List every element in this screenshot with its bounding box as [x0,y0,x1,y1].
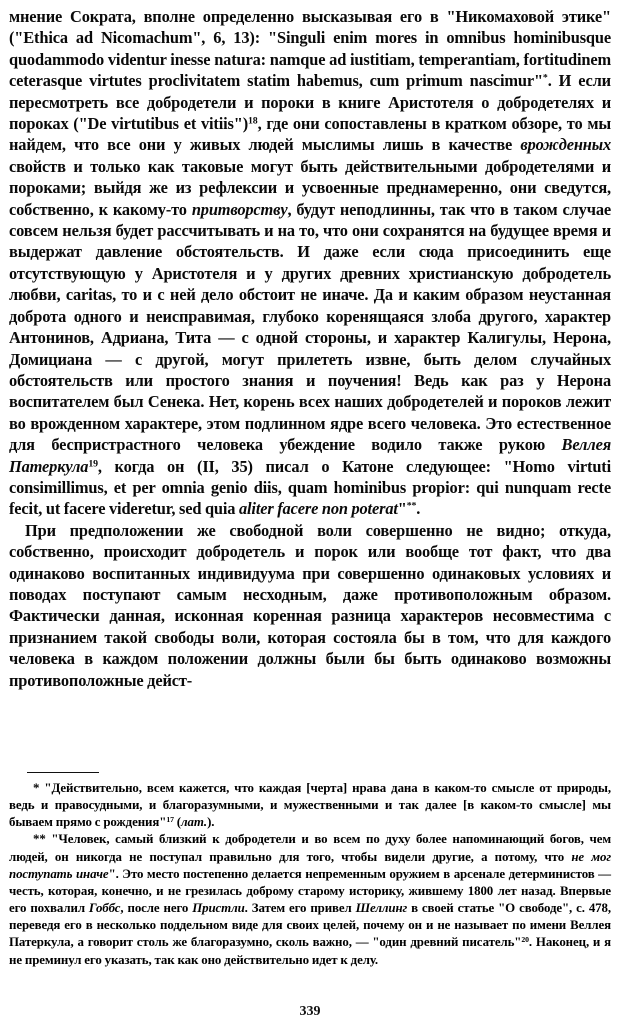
text-run: . Затем его привел [244,901,356,916]
note-marker: 20 [521,935,529,945]
footnotes [9,780,611,969]
text-run: свойств и только как таковые могут быть действительными добродетелями и пороками; выйдя же из рефлексии и усвоенные преднамеренно, они сведутся, собственно, к какому-то [9,156,611,219]
text-run: , после него [120,901,193,916]
note-marker: 19 [88,458,98,470]
note-marker: 17 [166,815,174,825]
text-run: * "Действительно, всем кажется, что каждая [черта] нрава дана в каком-то смысле от природы, ведь и правосудными, и благоразумными, и мужественными и так далее [в каком-то смысле] мы бываем прямо с рождения" [9,781,611,830]
text-run: , когда он (II, 35) писал о Катоне следующее: "Homo virtuti consimillimus, et per omnia genio diis, quam hominibus propior: qui nunquam recte fecit, ut facere videretur, sed quia [9,456,611,519]
footnote-separator [27,772,99,773]
italic-text: aliter facere non poterat [238,499,398,519]
text-run: ". Это место постепенно делается непременным оружием в арсенале детерминистов — честь, которая, конечно, и не грезилась доброму старому историку, жившему 1800 лет назад. Впервые его похвалил [9,866,611,916]
main-text [9,6,611,691]
paragraph-1 [9,6,611,520]
text-run: . [416,499,421,519]
italic-text: Пристли [192,901,245,916]
text-run: мнение Сократа, вполне определенно высказывая его в "Никомаховой этике" ("Ethica ad Nicomachum", 6, 13): "Singuli enim mores in omnibus hominibusque quodammodo videntur inesse natura: namque ad iustitiam, temperantiam, fortitudinem ceterasque virtutes proclivitatem statim habemus, cum primum nascimur" [9,7,611,91]
italic-text: Веллея Патеркула [9,435,611,476]
italic-text: не мог поступать иначе [9,849,611,881]
note-marker: 18 [248,115,258,127]
text-run: , будут неподлинны, так что в таком случае совсем нельзя будет рассчитывать и на то, что они сохранятся на будущее время и выдержат давление обстоятельств. И даже если сюда присоединить еще отсутствующую у Аристотеля и у других древних христианскую добродетель любви, caritas, то и с ней дело обстоит не иначе. Да и каким образом неустанная доброта одного и неисправимая, глубоко коренящаяся злоба другого, характер Антонинов, Адриана, Тита — с одной стороны, и характер Калигулы, Нерона, Домициана — с другой, могут прилететь извне, быть делом случайных обстоятельств или простого знания и поучения! Ведь как раз у Нерона воспитателем был Сенека. Нет, корень всех наших добродетелей и пороков лежит во врожденном характере, этом подлинном ядре всего человека. Это естественное для беспристрастного человека убеждение водило также рукою [9,199,611,455]
note-marker: ** [406,500,417,512]
italic-text: притворству [191,199,288,219]
note-marker: * [542,72,548,84]
text-run: ). [207,815,215,830]
text-run: ( [173,815,181,830]
footnote-2 [9,831,611,968]
italic-text: лат. [180,815,208,830]
text-run: . И если пересмотреть все добродетели и пороки в книге Аристотеля о добродетелях и пороках ("De virtutibus et vitiis") [9,71,611,134]
text-run: в своей статье "О свободе", с. 478, переведя его в несколько поддельном виде для своих целей, почему он и не называет по имени Веллея Патеркула, а говорит столь же благоразумно, сколь важно, — "один древний писатель" [9,901,611,950]
paragraph-2 [9,520,611,691]
text-run: ** "Человек, самый близкий к добродетели и во всем по духу более напоминающий богов, чем людей, он никогда не поступал правильно для того, чтобы видели другие, а потому, что [9,832,611,864]
italic-text: Гоббс [88,901,121,916]
text-run: При предположении же свободной воли совершенно не видно; откуда, собственно, происходит добродетель и порок или вообще тот факт, что два одинаково воспитанных индивидуума при совершенно одинаковых условиях и поводах поступают самым несходным, даже противоположным образом. Фактически данная, исконная коренная разница характеров несовместима с признанием такой свободы воли, которая состояла бы в том, что для каждого человека в каждом положении должны были бы быть одинаково возможны противоположные дейст- [9,520,611,690]
page-number: 339 [299,1004,321,1019]
text-run: , где они сопоставлены в кратком обзоре, то мы найдем, что все они у живых людей мыслимы лишь в качестве [9,114,611,155]
italic-text: врожденных [520,135,611,155]
text-run: " [397,499,407,519]
text-run: . Наконец, и я не преминул его указать, так как оно действительно идет к делу. [9,935,611,967]
italic-text: Шеллинг [355,901,408,916]
footnote-1 [9,780,611,831]
